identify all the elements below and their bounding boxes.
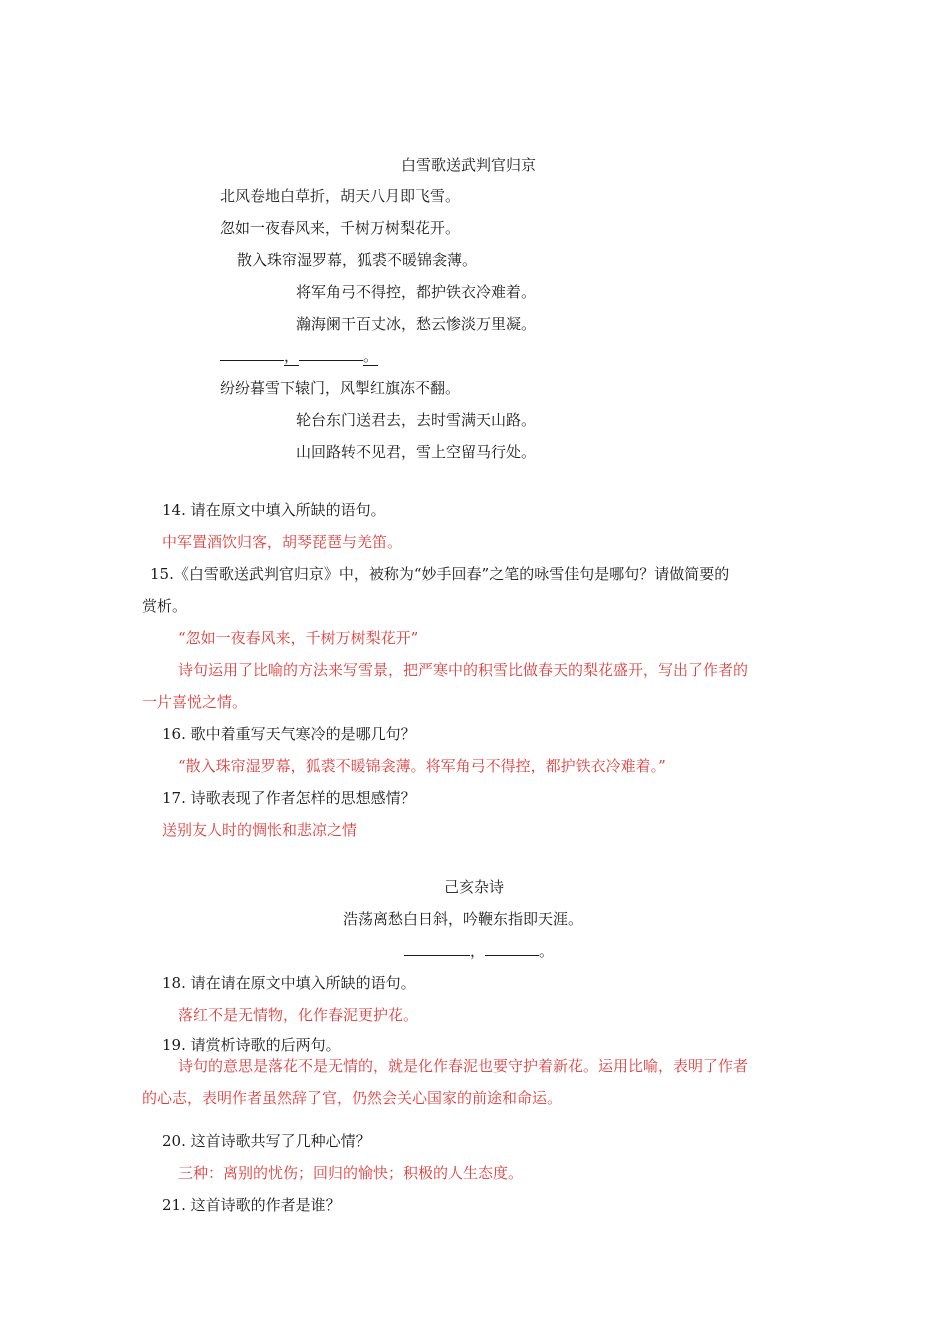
poem-line: 北风卷地白草折，胡天八月即飞雪。 — [220, 187, 461, 205]
answer-20: 三种：离别的忧伤；回归的愉快；积极的人生态度。 — [178, 1164, 524, 1182]
question-19: 19. 请赏析诗歌的后两句。 — [162, 1036, 341, 1054]
poem-line: 散入珠帘湿罗幕，狐裘不暖锦衾薄。 — [237, 251, 478, 269]
question-16: 16. 歌中着重写天气寒冷的是哪几句？ — [162, 725, 416, 743]
answer-17: 送别友人时的惆怅和悲凉之情 — [162, 821, 358, 839]
question-15: 15.《白雪歌送武判官归京》中，被称为“妙手回春”之笔的咏雪佳句是哪句？请做简要的 — [150, 565, 730, 583]
poem-line: 轮台东门送君去，去时雪满天山路。 — [296, 411, 537, 429]
answer-15-cont: 一片喜悦之情。 — [142, 693, 248, 711]
poem-line: 忽如一夜春风来，千树万树梨花开。 — [220, 219, 461, 237]
poem-line: 瀚海阑干百丈冰，愁云惨淡万里凝。 — [296, 315, 537, 333]
answer-16: “散入珠帘湿罗幕，狐裘不暖锦衾薄。将军角弓不得控，都护铁衣冷难着。” — [178, 757, 666, 775]
question-17: 17. 诗歌表现了作者怎样的思想感情？ — [162, 789, 416, 807]
answer-15-quote: “忽如一夜春风来，千树万树梨花开” — [178, 629, 419, 647]
answer-19-cont: 的心志，表明作者虽然辞了官，仍然会关心国家的前途和命运。 — [142, 1089, 563, 1107]
question-21: 21. 这首诗歌的作者是谁？ — [162, 1196, 341, 1214]
fill-in-blank: ， 。 — [220, 346, 378, 366]
answer-15: 诗句运用了比喻的方法来写雪景，把严寒中的积雪比做春天的梨花盛开，写出了作者的 — [178, 661, 749, 679]
poem-line: 将军角弓不得控，都护铁衣冷难着。 — [296, 283, 537, 301]
question-18: 18. 请在请在原文中填入所缺的语句。 — [162, 974, 416, 992]
poem-title: 白雪歌送武判官归京 — [401, 156, 537, 174]
answer-19: 诗句的意思是落花不是无情的，就是化作春泥也要守护着新花。运用比喻，表明了作者 — [178, 1057, 749, 1075]
poem-line: 山回路转不见君，雪上空留马行处。 — [296, 443, 537, 461]
poem-line: 纷纷暮雪下辕门，风掣红旗冻不翻。 — [220, 379, 461, 397]
question-20: 20. 这首诗歌共写了几种心情？ — [162, 1132, 371, 1150]
poem2-title: 己亥杂诗 — [444, 878, 505, 896]
poem2-fill-in-blank: ， 。 — [404, 941, 554, 961]
question-15-cont: 赏析。 — [142, 597, 188, 615]
answer-18: 落红不是无情物，化作春泥更护花。 — [178, 1006, 419, 1024]
question-14: 14. 请在原文中填入所缺的语句。 — [162, 501, 386, 519]
poem2-line: 浩荡离愁白日斜，吟鞭东指即天涯。 — [343, 910, 584, 928]
answer-14: 中军置酒饮归客，胡琴琵琶与羌笛。 — [162, 533, 403, 551]
